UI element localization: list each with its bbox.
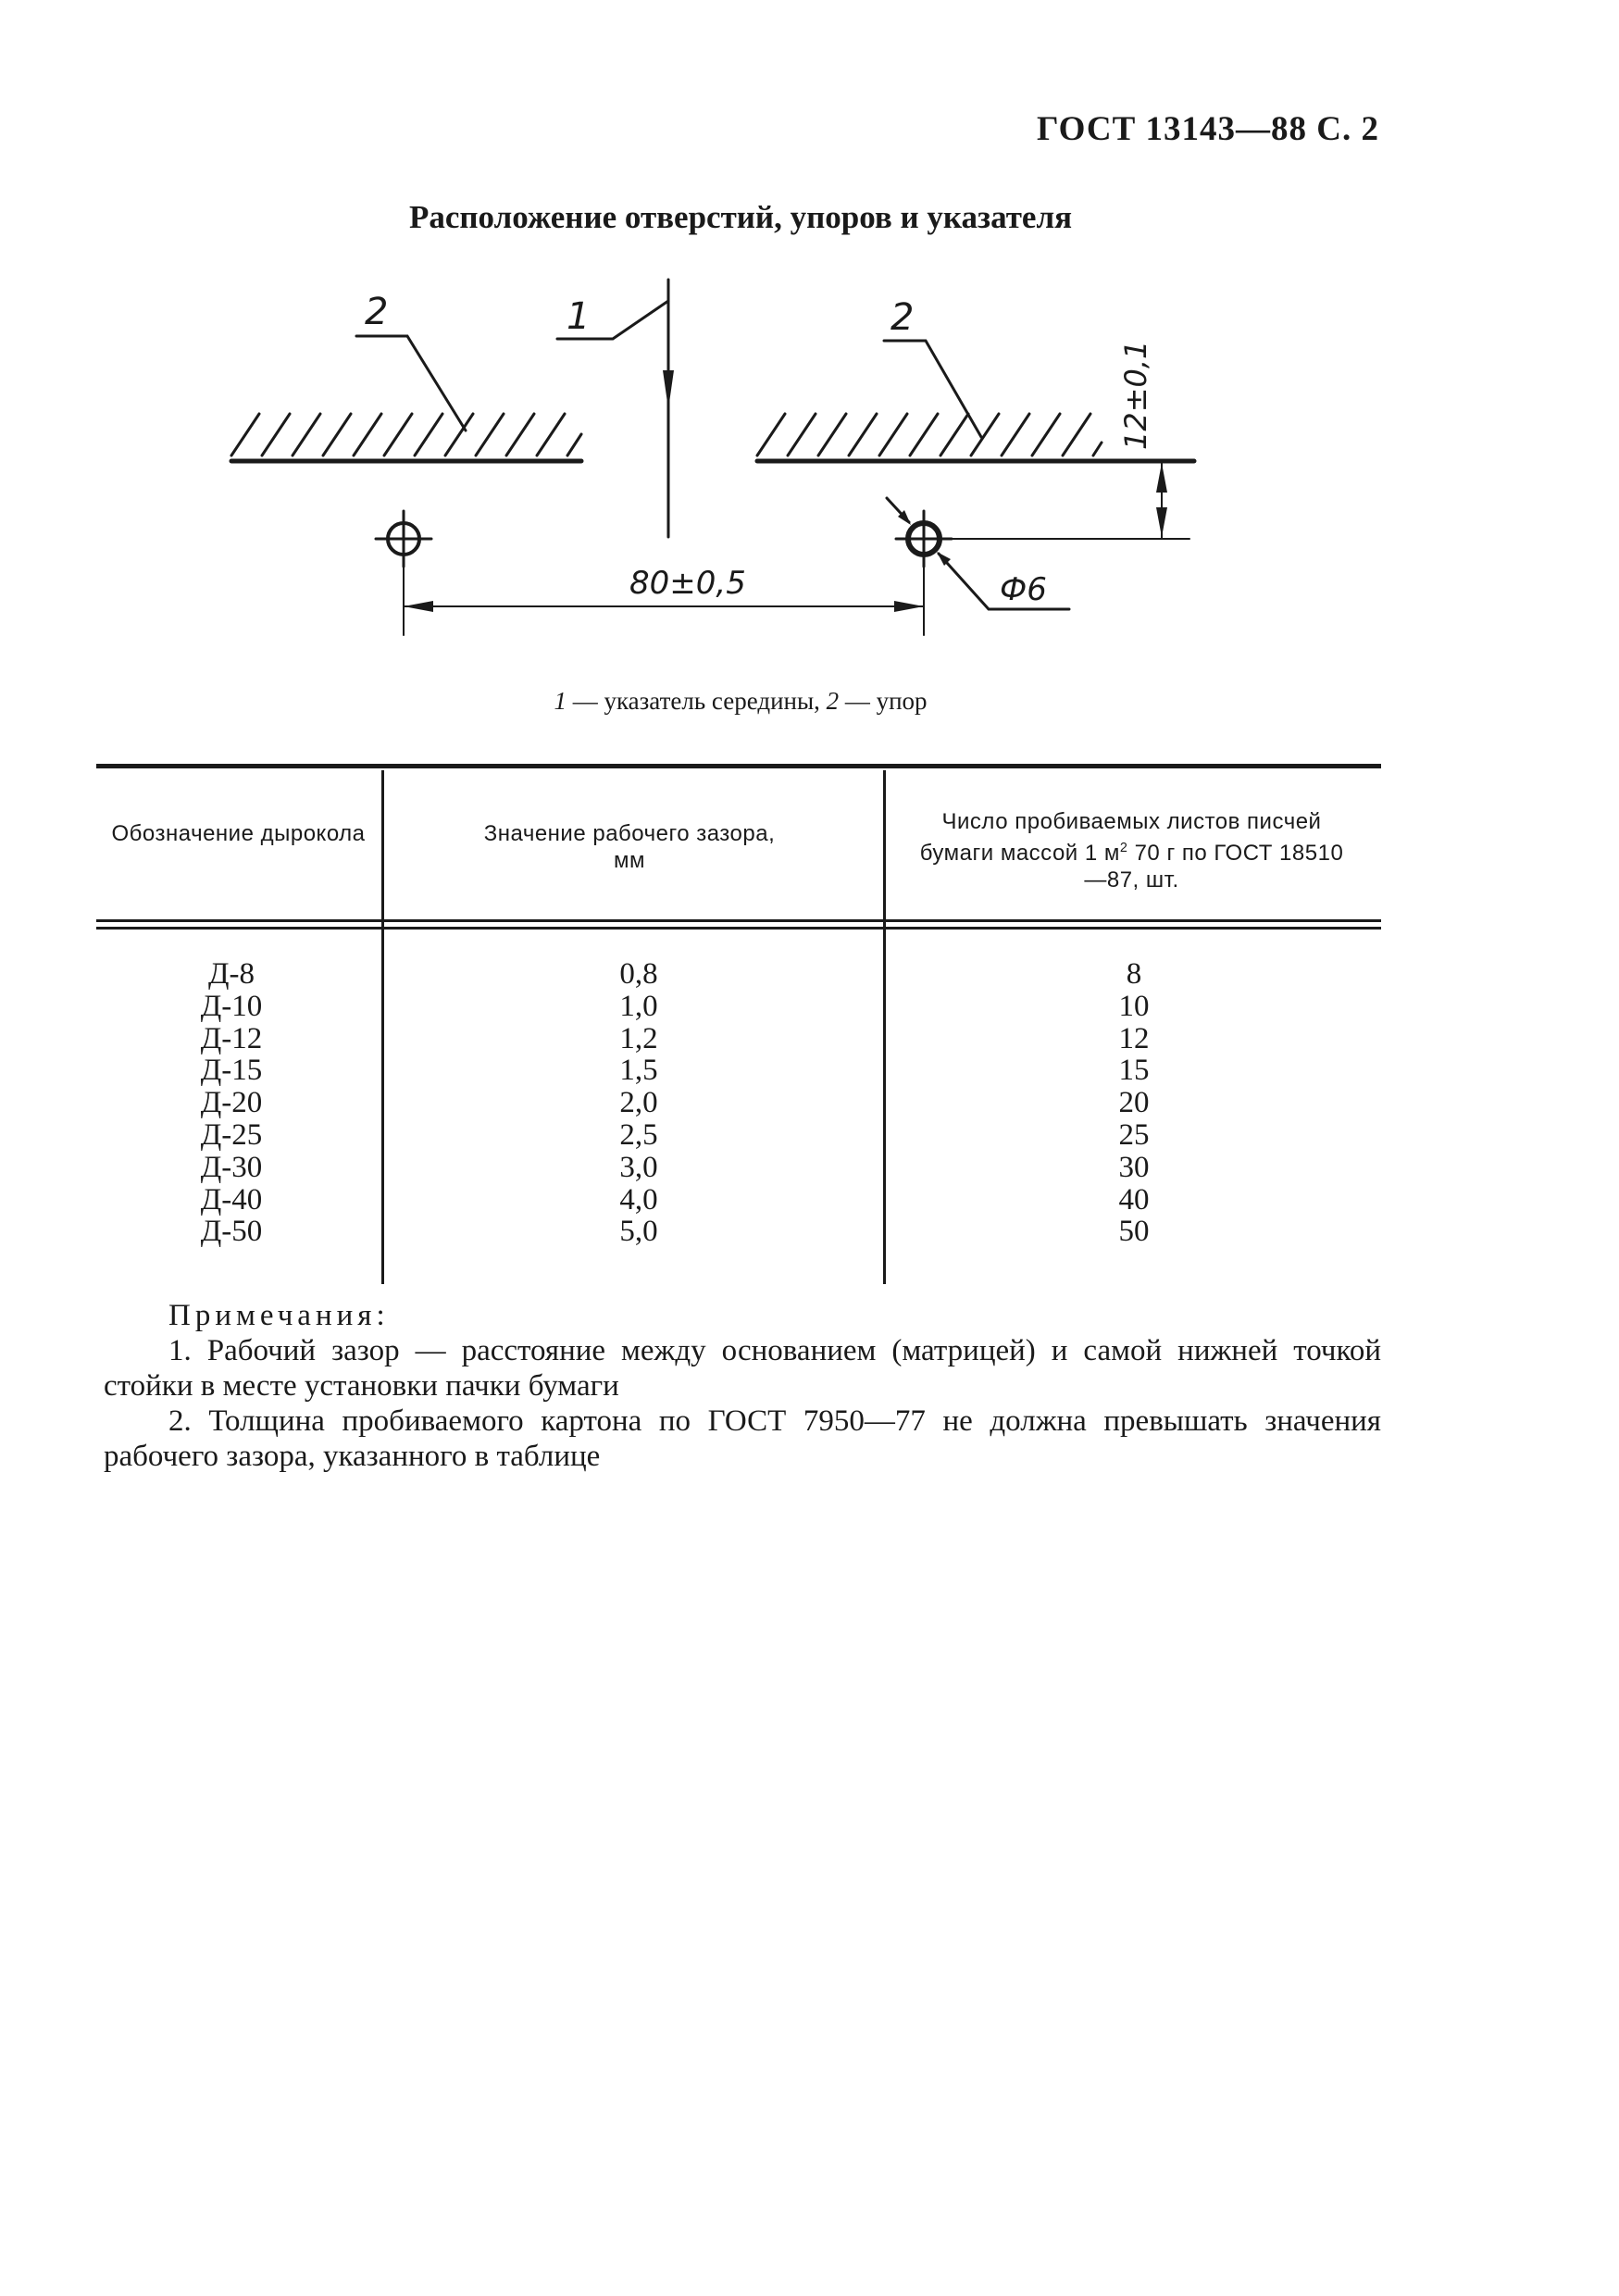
table-divider-1 <box>381 770 384 1284</box>
pointer-arrowhead <box>663 370 674 409</box>
table-cell: Д-15 <box>200 1054 263 1088</box>
table-cell: 8 <box>1126 957 1142 991</box>
left-stop-label: 2 <box>365 291 389 333</box>
table-cell: Д-10 <box>200 989 263 1023</box>
table-cell: Д-50 <box>200 1215 263 1249</box>
table-cell: 5,0 <box>619 1215 658 1249</box>
right-stop-hatch <box>757 414 1102 455</box>
table-cell: 1,0 <box>619 989 658 1023</box>
header-designation: Обозначение дырокола <box>111 821 366 846</box>
table-cell: 0,8 <box>619 957 658 991</box>
note-2: 2. Толщина пробиваемого картона по ГОСТ 7950—77 не должна превышать значения рабочего зазора, указанного в таблице <box>104 1404 1381 1473</box>
header-sheet-count: Число пробиваемых листов писчей бумаги массой 1 $м^2$ 70 г по ГОСТ 18510—87, шт. <box>919 809 1344 892</box>
table-cell: Д-25 <box>200 1117 263 1152</box>
table-top-rule <box>96 764 1381 768</box>
table-cell: 2,5 <box>619 1117 658 1152</box>
sheets-column <box>1078 958 1189 1248</box>
figure-title: Расположение отверстий, упоров и указателя <box>408 199 1073 235</box>
table-cell: Д-40 <box>200 1182 263 1217</box>
designation-column <box>167 958 296 1248</box>
pointer-label: 1 <box>567 295 591 338</box>
table-cell: 10 <box>1118 989 1150 1023</box>
table-cell: 12 <box>1118 1021 1150 1055</box>
table-divider-2 <box>883 770 886 1284</box>
table-cell: 40 <box>1118 1182 1150 1217</box>
table-cell: 25 <box>1118 1117 1150 1152</box>
table-cell: 3,0 <box>619 1150 658 1184</box>
table-cell: 1,2 <box>619 1021 658 1055</box>
table-cell: 20 <box>1118 1086 1150 1120</box>
table-header-rule-2 <box>96 927 1381 930</box>
table-cell: 1,5 <box>619 1054 658 1088</box>
table-cell: Д-20 <box>200 1086 263 1120</box>
height-dimension-text: 12±0,1 <box>1118 340 1153 450</box>
left-stop-hatch <box>231 414 581 455</box>
note-1: 1. Рабочий зазор — расстояние между основанием (матрицей) и самой нижней точкой стойки в месте установки пачки бумаги <box>104 1334 1381 1403</box>
page-header: ГОСТ 13143—88 С. 2 <box>1037 110 1379 148</box>
notes-heading: Примечания: <box>168 1299 390 1332</box>
header-working-gap: Значение рабочего зазора, мм <box>483 821 776 873</box>
gap-column <box>574 958 704 1248</box>
table-header-rule-1 <box>96 919 1381 922</box>
table-cell: 50 <box>1118 1215 1150 1249</box>
spacing-dimension-text: 80±0,5 <box>629 565 746 602</box>
hole-diameter-text: Ф6 <box>1000 571 1047 608</box>
right-stop-label: 2 <box>890 296 915 339</box>
table-cell: 2,0 <box>619 1086 658 1120</box>
table-cell: Д-8 <box>208 957 255 991</box>
table-cell: 15 <box>1118 1054 1150 1088</box>
figure-caption: 1 — указатель середины, 2 — упор <box>554 687 928 715</box>
table-cell: Д-12 <box>200 1021 263 1055</box>
table-cell: 4,0 <box>619 1182 658 1217</box>
table-cell: 30 <box>1118 1150 1150 1184</box>
notes-section <box>104 1298 1381 1474</box>
table-cell: Д-30 <box>200 1150 263 1184</box>
